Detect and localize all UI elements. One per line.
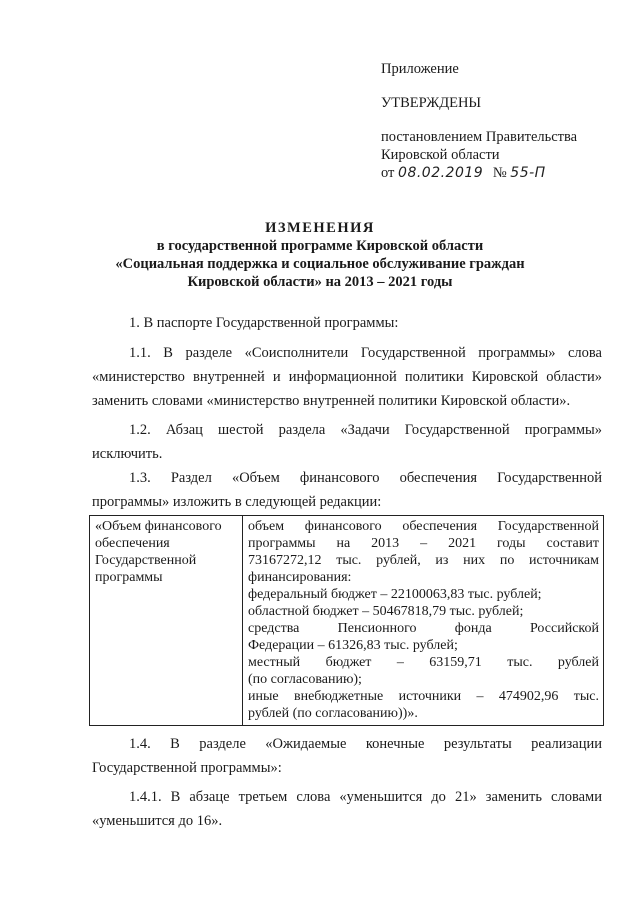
resolution-line-1: постановлением Правительства xyxy=(381,129,578,145)
date-prefix: от xyxy=(381,165,395,181)
resolution-date-line xyxy=(381,164,546,182)
paragraph-1-3-line-2: программы» изложить в следующей редакции: xyxy=(92,494,382,510)
paragraph-1-2-line-2: исключить. xyxy=(92,446,163,462)
table-cell-label: «Объем финансового обеспечения Государственной программы xyxy=(90,516,243,726)
paragraph-1-2-line-1: 1.2. Абзац шестой раздела «Задачи Государственной программы» xyxy=(129,422,602,438)
title-line-3: «Социальная поддержка и социальное обслуживание граждан xyxy=(115,256,525,272)
paragraph-1: 1. В паспорте Государственной программы: xyxy=(129,315,399,331)
table-row xyxy=(90,516,604,726)
paragraph-1-1-line-3: заменить словами «министерство внутренней политики Кировской области». xyxy=(92,393,571,409)
title-line-4: Кировской области» на 2013 – 2021 годы xyxy=(187,274,453,290)
document-title: ИЗМЕНЕНИЯ xyxy=(265,220,375,236)
appendix-label: Приложение xyxy=(381,61,459,77)
title-line-2: в государственной программе Кировской области xyxy=(156,238,484,254)
handwritten-date: 08.02.2019 xyxy=(398,165,484,181)
paragraph-1-1-line-2: «министерство внутренней и информационной политики Кировской области» xyxy=(92,369,602,385)
paragraph-1-4-line-1: 1.4. В разделе «Ожидаемые конечные результаты реализации xyxy=(129,736,602,752)
paragraph-1-4-1-line-2: «уменьшится до 16». xyxy=(92,813,223,829)
paragraph-1-3-line-1: 1.3. Раздел «Объем финансового обеспечения Государственной xyxy=(129,470,602,486)
paragraph-1-4-line-2: Государственной программы»: xyxy=(92,760,282,776)
number-prefix: № xyxy=(492,165,507,181)
paragraph-1-1-line-1: 1.1. В разделе «Соисполнители Государственной программы» слова xyxy=(129,345,602,361)
paragraph-1-4-1-line-1: 1.4.1. В абзаце третьем слова «уменьшится до 21» заменить словами xyxy=(129,789,602,805)
handwritten-number: 55-П xyxy=(510,165,546,181)
table-cell-content: объем финансового обеспечения Государственной программы на 2013 – 2021 годы составит 73167272,12 тыс. рублей, из них по источникам финансирования: федеральный бюджет – 22100063,83 тыс. рублей; областной бюджет – 50467818,79 тыс. рублей; средства Пенсионного фонда Российской Федерации – 61326,83 тыс. рублей; местный бюджет – 63159,71 тыс. рублей (по согласованию); иные внебюджетные источники – 474902,96 тыс. рублей (по согласованию))». xyxy=(243,516,604,726)
approved-label: УТВЕРЖДЕНЫ xyxy=(381,95,482,111)
financing-table xyxy=(89,515,604,726)
resolution-line-2: Кировской области xyxy=(381,147,500,163)
